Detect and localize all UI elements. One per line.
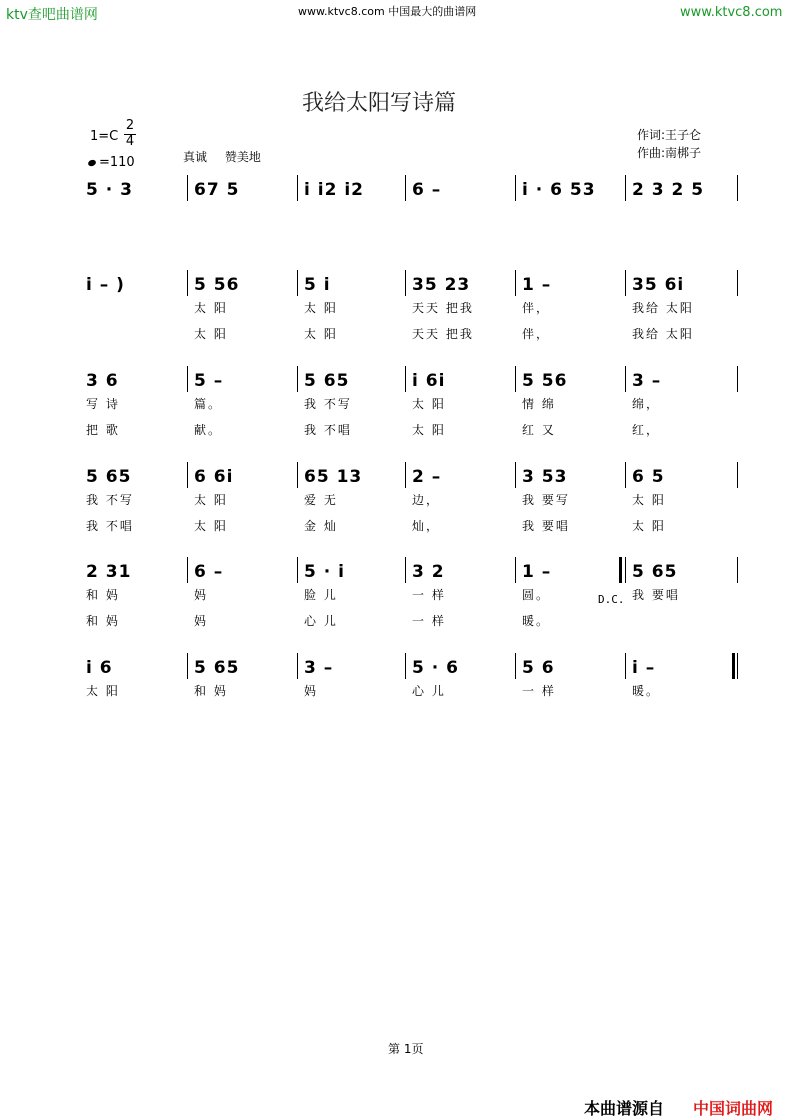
barline	[187, 462, 188, 488]
lyric-verse-1: 太 阳	[412, 397, 446, 411]
lyric-verse-2: 红，	[632, 423, 661, 437]
time-signature	[124, 119, 136, 149]
lyric-verse-2: 太 阳	[412, 423, 446, 437]
lyric-verse-2: 红 又	[522, 423, 556, 437]
measure-notes: 5 i	[304, 275, 331, 295]
measure-notes: 5 · i	[304, 562, 345, 582]
barline	[515, 366, 516, 392]
barline	[515, 270, 516, 296]
lyric-verse-1: 心 儿	[412, 684, 446, 698]
final-barline	[732, 653, 735, 679]
lyric-verse-1: 天天 把我	[412, 301, 474, 315]
measure-notes: 35 6i	[632, 275, 685, 295]
lyric-verse-1: 写 诗	[86, 397, 120, 411]
measure-notes: i 6i	[412, 371, 446, 391]
barline	[625, 175, 626, 201]
barline	[737, 366, 738, 392]
lyric-verse-2: 我 不唱	[304, 423, 352, 437]
site-url-header[interactable]: www.ktvc8.com 中国最大的曲谱网	[298, 5, 477, 18]
barline	[737, 653, 738, 679]
measure-notes: 5 65	[304, 371, 350, 391]
lyric-verse-2: 金 灿	[304, 519, 338, 533]
key-signature: 1=C	[90, 129, 119, 144]
measure-notes: 3 –	[304, 658, 334, 678]
measure-notes: i – )	[86, 275, 125, 295]
lyric-verse-2: 太 阳	[194, 519, 228, 533]
barline	[737, 175, 738, 201]
lyric-verse-1: 暖。	[632, 684, 661, 698]
lyric-verse-1: 情 绵	[522, 397, 556, 411]
lyric-verse-1: 我 要写	[522, 493, 570, 507]
quarter-note-icon	[87, 158, 97, 166]
barline	[737, 557, 738, 583]
lyric-verse-2: 太 阳	[194, 327, 228, 341]
measure-notes: 5 · 3	[86, 180, 133, 200]
measure-notes: 65 13	[304, 467, 363, 487]
barline	[405, 175, 406, 201]
lyric-verse-2: 我 要唱	[522, 519, 570, 533]
lyric-verse-1: 一 样	[412, 588, 446, 602]
measure-notes: 1 –	[522, 562, 552, 582]
lyric-verse-2: 暖。	[522, 614, 551, 628]
measure-notes: 3 –	[632, 371, 662, 391]
measure-notes: i i2 i2	[304, 180, 364, 200]
lyric-verse-2: 天天 把我	[412, 327, 474, 341]
lyric-verse-2: 妈	[194, 614, 209, 628]
lyric-verse-1: 和 妈	[86, 588, 120, 602]
lyric-verse-2: 和 妈	[86, 614, 120, 628]
lyric-verse-2: 一 样	[412, 614, 446, 628]
barline	[297, 462, 298, 488]
barline	[187, 175, 188, 201]
lyric-verse-1: 我 要唱	[632, 588, 680, 602]
measure-notes: 5 65	[194, 658, 240, 678]
measure-notes: 67 5	[194, 180, 240, 200]
repeat-barline	[619, 557, 622, 583]
lyricist-credit: 作词:王子仑	[637, 128, 702, 142]
lyric-verse-2: 把 歌	[86, 423, 120, 437]
lyric-verse-2: 献。	[194, 423, 223, 437]
measure-notes: i · 6 53	[522, 180, 596, 200]
lyric-verse-1: 圆。	[522, 588, 551, 602]
lyric-verse-1: 妈	[304, 684, 319, 698]
barline	[297, 653, 298, 679]
lyric-verse-1: 妈	[194, 588, 209, 602]
measure-notes: 5 65	[86, 467, 132, 487]
lyric-verse-1: 我给 太阳	[632, 301, 694, 315]
site-url-right[interactable]: www.ktvc8.com	[680, 5, 783, 20]
tempo-marking	[88, 155, 135, 170]
barline	[737, 270, 738, 296]
measure-notes: 5 56	[522, 371, 568, 391]
measure-notes: 5 –	[194, 371, 224, 391]
lyric-verse-2: 太 阳	[632, 519, 666, 533]
barline	[187, 366, 188, 392]
lyric-verse-2: 伴，	[522, 327, 551, 341]
barline	[405, 557, 406, 583]
lyric-verse-1: 脸 儿	[304, 588, 338, 602]
measure-notes: 35 23	[412, 275, 471, 295]
lyric-verse-2: 我 不唱	[86, 519, 134, 533]
footer-site-name[interactable]: 中国词曲网	[693, 1099, 774, 1118]
barline	[187, 557, 188, 583]
measure-notes: 5 6	[522, 658, 555, 678]
lyric-verse-1: 边，	[412, 493, 441, 507]
measure-notes: 6 6i	[194, 467, 234, 487]
measure-notes: i –	[632, 658, 656, 678]
lyric-verse-1: 篇。	[194, 397, 223, 411]
barline	[405, 653, 406, 679]
barline	[187, 653, 188, 679]
lyric-verse-1: 太 阳	[194, 301, 228, 315]
lyric-verse-1: 爱 无	[304, 493, 338, 507]
measure-notes: 5 56	[194, 275, 240, 295]
lyric-verse-1: 我 不写	[304, 397, 352, 411]
barline	[297, 175, 298, 201]
barline	[405, 462, 406, 488]
song-title: 我给太阳写诗篇	[302, 91, 457, 116]
barline	[405, 366, 406, 392]
measure-notes: 1 –	[522, 275, 552, 295]
site-logo-text[interactable]: ktv查吧曲谱网	[6, 7, 98, 23]
lyric-verse-1: 绵，	[632, 397, 661, 411]
lyric-verse-1: 我 不写	[86, 493, 134, 507]
measure-notes: 2 3 2 5	[632, 180, 705, 200]
measure-notes: 5 65	[632, 562, 678, 582]
lyric-verse-1: 和 妈	[194, 684, 228, 698]
lyric-verse-2: 太 阳	[304, 327, 338, 341]
footer-source-label: 本曲谱源自	[584, 1099, 665, 1118]
measure-notes: 6 –	[194, 562, 224, 582]
lyric-verse-2: 我给 太阳	[632, 327, 694, 341]
measure-notes: 6 5	[632, 467, 665, 487]
lyric-verse-1: 一 样	[522, 684, 556, 698]
lyric-verse-1: 太 阳	[632, 493, 666, 507]
composer-credit: 作曲:南梆子	[637, 146, 702, 160]
barline	[625, 557, 626, 583]
barline	[515, 557, 516, 583]
measure-notes: 6 –	[412, 180, 442, 200]
measure-notes: 3 2	[412, 562, 445, 582]
measure-notes: 2 31	[86, 562, 132, 582]
time-signature-bottom: 4	[125, 134, 135, 149]
barline	[515, 462, 516, 488]
lyric-verse-1: 太 阳	[194, 493, 228, 507]
barline	[297, 557, 298, 583]
barline	[515, 175, 516, 201]
page-number: 第 1页	[388, 1042, 424, 1056]
barline	[297, 366, 298, 392]
tempo-value: =110	[99, 155, 135, 170]
lyric-verse-2: 灿，	[412, 519, 441, 533]
barline	[737, 462, 738, 488]
expression-marking: 真诚 赞美地	[183, 150, 261, 164]
lyric-verse-1: 太 阳	[304, 301, 338, 315]
barline	[515, 653, 516, 679]
lyric-verse-1: 太 阳	[86, 684, 120, 698]
barline	[187, 270, 188, 296]
lyric-verse-2: 心 儿	[304, 614, 338, 628]
measure-notes: 3 53	[522, 467, 568, 487]
time-signature-top: 2	[125, 118, 135, 133]
barline	[405, 270, 406, 296]
measure-notes: 5 · 6	[412, 658, 459, 678]
barline	[625, 462, 626, 488]
da-capo-mark: D.C.	[598, 593, 625, 606]
barline	[625, 366, 626, 392]
lyric-verse-1: 伴，	[522, 301, 551, 315]
measure-notes: i 6	[86, 658, 113, 678]
measure-notes: 2 –	[412, 467, 442, 487]
barline	[625, 270, 626, 296]
measure-notes: 3 6	[86, 371, 119, 391]
barline	[625, 653, 626, 679]
barline	[297, 270, 298, 296]
